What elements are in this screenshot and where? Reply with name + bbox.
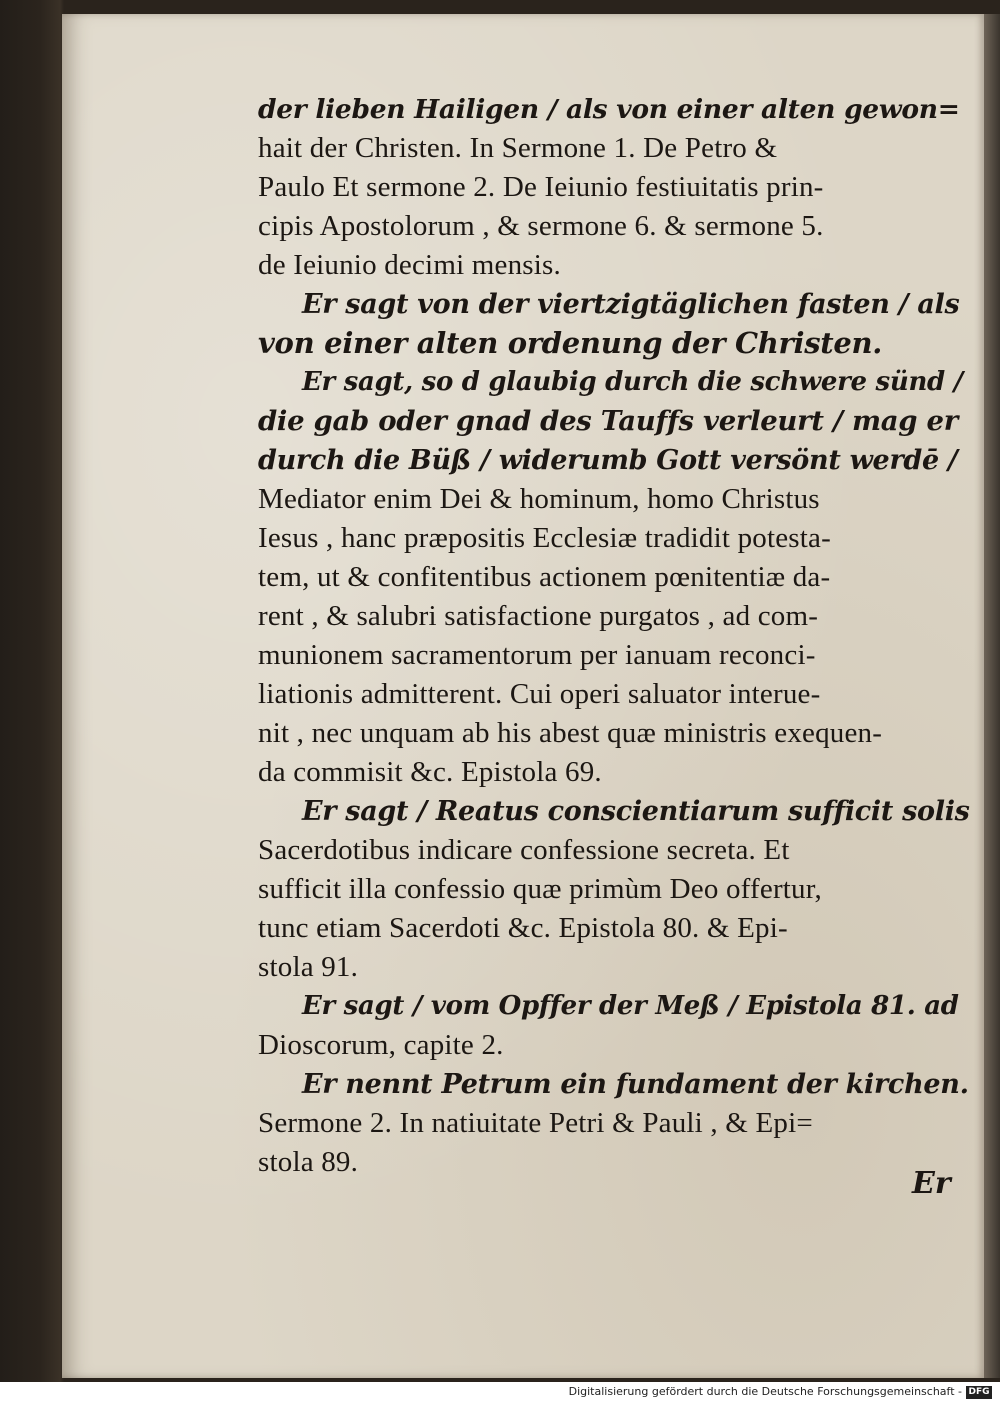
- text-line: stola 91.: [258, 951, 359, 983]
- paragraph: [258, 1065, 970, 1182]
- text-line: cipis Apostolorum , & sermone 6. & sermone 5.: [258, 210, 824, 242]
- text-line: Dioscorum, capite 2.: [258, 1029, 504, 1061]
- text-line: Iesus , hanc præpositis Ecclesiæ tradidit potesta-: [258, 522, 831, 554]
- paragraph: [258, 90, 970, 285]
- text-line: durch die Büß / widerumb Gott versönt werdē /: [258, 445, 958, 476]
- text-line: tunc etiam Sacerdoti &c. Epistola 80. & Epi-: [258, 912, 788, 944]
- catchword: Er: [912, 1166, 951, 1201]
- page-text: [258, 90, 970, 1182]
- text-line: nit , nec unquam ab his abest quæ ministris exequen-: [258, 717, 883, 749]
- text-line: Er nennt Petrum ein fundament der kirchen.: [302, 1069, 969, 1100]
- text-line: de Ieiunio decimi mensis.: [258, 249, 561, 281]
- text-line: stola 89.: [258, 1146, 359, 1178]
- text-line: da commisit &c. Epistola 69.: [258, 756, 602, 788]
- text-line: Er sagt / Reatus conscientiarum sufficit solis: [302, 796, 970, 827]
- text-line: die gab oder gnad des Tauffs verleurt / mag er: [258, 405, 958, 437]
- text-line: sufficit illa confessio quæ primùm Deo offertur,: [258, 873, 822, 905]
- text-line: Er sagt / vom Opffer der Meß / Epistola 81. ad: [302, 991, 959, 1021]
- text-line: hait der Christen. In Sermone 1. De Petro &: [258, 132, 778, 164]
- text-line: tem, ut & confitentibus actionem pœnitentiæ da-: [258, 561, 831, 593]
- text-line: der lieben Hailigen / als von einer alten gewon=: [258, 94, 960, 125]
- paragraph: [258, 987, 970, 1065]
- text-line: Er sagt von der viertzigtäglichen fasten / als: [302, 289, 960, 320]
- paragraph: [258, 792, 970, 987]
- text-line: liationis admitterent. Cui operi saluator interue-: [258, 678, 821, 710]
- text-line: Paulo Et sermone 2. De Ieiunio festiuitatis prin-: [258, 171, 824, 203]
- paragraph: [258, 363, 970, 792]
- dfg-logo: DFG: [966, 1386, 992, 1399]
- text-line: Mediator enim Dei & hominum, homo Christus: [258, 483, 820, 515]
- text-line: rent , & salubri satisfactione purgatos , ad com-: [258, 600, 819, 632]
- footer-bar: [0, 1382, 1000, 1404]
- text-line: Sacerdotibus indicare confessione secreta. Et: [258, 834, 790, 866]
- text-line: Sermone 2. In natiuitate Petri & Pauli , & Epi=: [258, 1107, 813, 1139]
- paragraph: [258, 285, 970, 363]
- text-line: munionem sacramentorum per ianuam reconci-: [258, 639, 816, 671]
- text-line: Er sagt, so d glaubig durch die schwere sünd /: [302, 367, 963, 397]
- page-edge: [984, 14, 1000, 1378]
- footer-credit: Digitalisierung gefördert durch die Deutsche Forschungsgemeinschaft -: [568, 1385, 962, 1398]
- text-line: von einer alten ordenung der Christen.: [258, 326, 883, 360]
